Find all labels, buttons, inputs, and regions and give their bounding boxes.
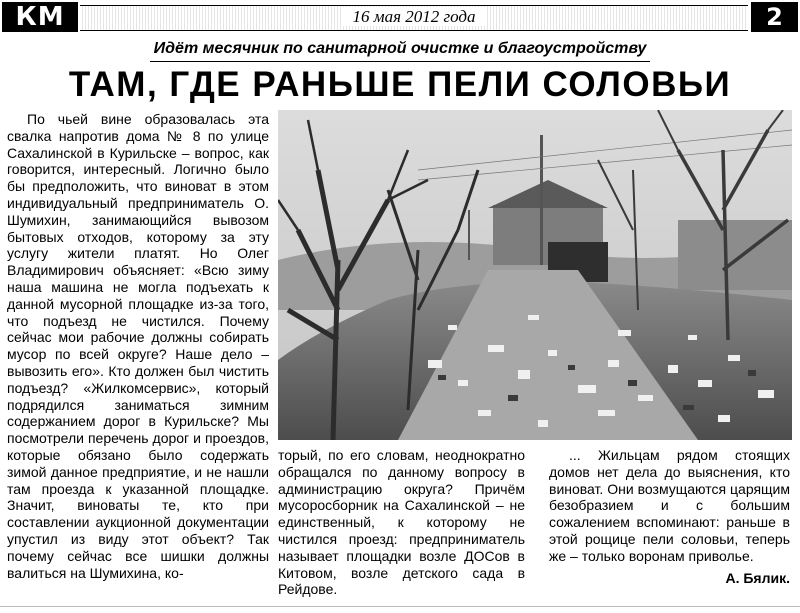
rubric-divider bbox=[150, 61, 650, 62]
article-column-1: По чьей вине образовалась эта свалка напротив дома № 8 по улице Сахалинской в Курильске – вопрос, как говорится, интересный. Логично было бы предположить, что виноват в этом индивидуальный предприниматель О. Шумихин, занимающийся вывозом бытовых отходов, которому за эту услугу жители платят. Но Олег Владимирович объясняет: «Всю зиму наша машина не могла подъехать к данной мусорной площадке из-за того, что подъезд не чистился. Почему сейчас мои рабочие должны собирать мусор по всей округе? Наше дело – вывозить его». Кто должен был чистить подъезд? «Жилкомсервис», который подрядился заниматься зимним содержанием дорог в Курильске? Мы посмотрели перечень дорог и проездов, которые обязано было содержать зимой данное предприятие, и не нашли там проезда к указанной площадке. Значит, виноваты те, кто при составлении аукционной документации упустил из виду этот объект? Так почему сейчас все шишки должны валиться на Шумихина, ко- bbox=[7, 111, 269, 581]
page-number: 2 bbox=[751, 2, 798, 32]
article-column-2: торый, по его словам, неоднократно обращался по данному вопросу в администрацию округа? Причём мусоросборник на Сахалинской – не единственный, к которому не чистился проезд: предприниматель называет площадки возле ДОСов в Китовом, возле детского сада в Рейдове. bbox=[278, 447, 525, 598]
article-photo bbox=[278, 110, 792, 440]
issue-date: 16 мая 2012 года bbox=[342, 7, 485, 26]
article-column-3: ... Жильцам рядом стоящих домов нет дела до выяснения, кто виноват. Они возмущаются царящим безобразием и с большим сожалением вспоминают: раньше в этой рощице пели соловьи, теперь же – только воронам приволье. bbox=[549, 447, 790, 564]
rubric-heading: Идёт месячник по санитарной очистке и благоустройству bbox=[153, 40, 647, 57]
article-author: А. Бялик. bbox=[725, 570, 790, 586]
page-header bbox=[0, 0, 800, 36]
page-bottom-divider bbox=[0, 606, 800, 607]
newspaper-logo: КМ bbox=[2, 2, 78, 32]
dump-photo-illustration bbox=[278, 110, 792, 440]
header-band bbox=[80, 5, 748, 31]
article-title: ТАМ, ГДЕ РАНЬШЕ ПЕЛИ СОЛОВЬИ bbox=[68, 65, 732, 104]
